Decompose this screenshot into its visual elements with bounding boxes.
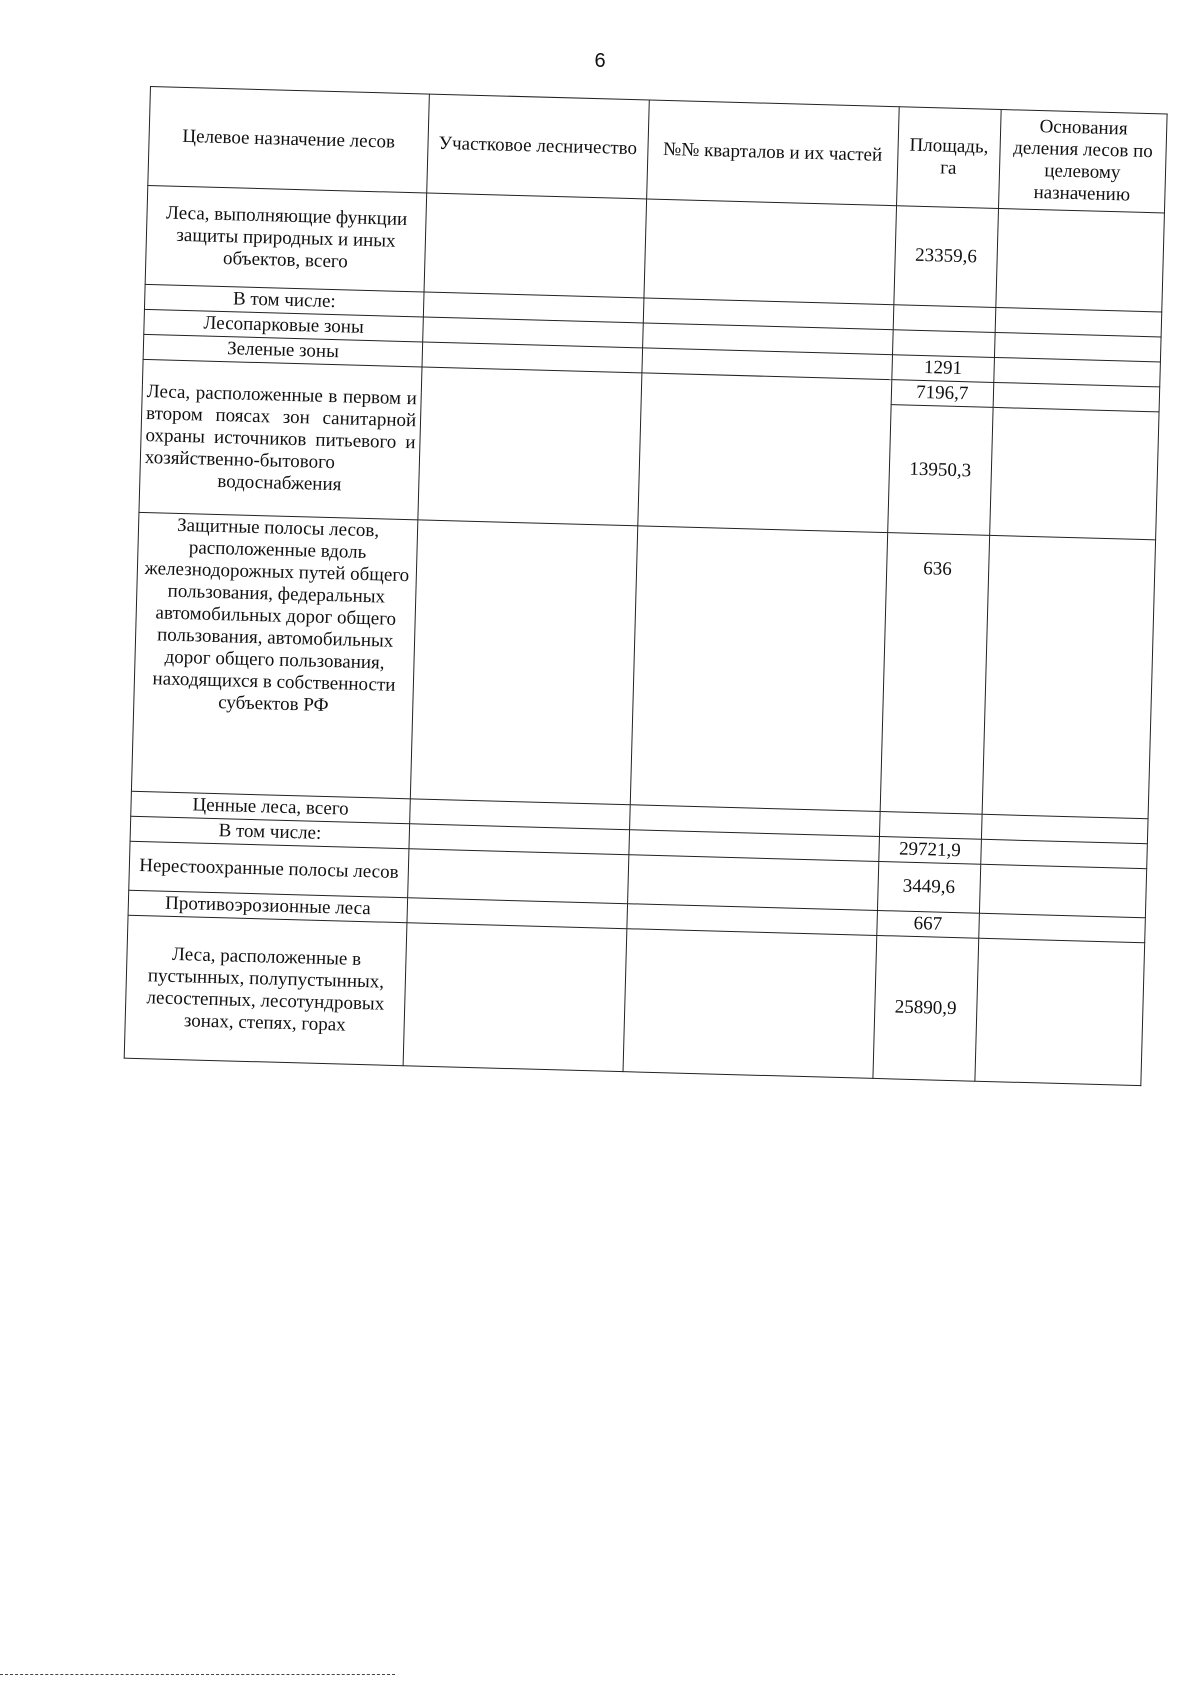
header-district: Участковое лесничество: [427, 94, 649, 199]
row-district-cell: [403, 923, 626, 1072]
row-area-cell: 3449,6: [877, 861, 980, 913]
row-district-cell: [408, 849, 629, 904]
row-area-cell: 636: [880, 533, 989, 815]
row-area-cell: 1291: [892, 355, 995, 383]
header-purpose: Целевое назначение лесов: [148, 87, 430, 194]
row-purpose-cell: Леса, выполняющие функции защиты природных и иных объектов, всего: [145, 185, 427, 292]
row-basis-cell: [975, 938, 1145, 1085]
forest-purpose-table: [124, 86, 1168, 1086]
row-purpose-cell: Леса, расположенные в пустынных, полупустынных, лесостепных, лесотундровых зонах, степях, горах: [124, 915, 407, 1065]
row-area-cell: [879, 812, 982, 840]
row-basis-cell: [989, 408, 1159, 540]
row-area-cell: 667: [877, 910, 980, 938]
row-district-cell: [410, 520, 637, 805]
header-basis: Основания деления лесов по целевому назначению: [998, 110, 1167, 213]
header-area: Площадь, га: [896, 107, 1001, 209]
row-purpose-cell: В том числе:: [130, 816, 410, 849]
row-purpose-cell: Леса, расположенные в первом и втором поясах зон санитарной охраны источников питьевого и хозяйственно-бытового водоснабжения: [139, 359, 422, 519]
row-area-cell: [892, 330, 995, 358]
row-quarters-cell: [630, 526, 888, 812]
row-quarters-cell: [623, 929, 877, 1079]
row-district-cell: [424, 193, 646, 298]
row-basis-cell: [982, 535, 1156, 818]
row-area-cell: 13950,3: [888, 405, 993, 536]
row-basis-cell: [979, 864, 1146, 917]
header-quarters: №№ кварталов и их частей: [646, 100, 899, 206]
table-row: [131, 512, 1155, 818]
table-row: [124, 915, 1144, 1085]
row-quarters-cell: [643, 199, 896, 305]
row-area-cell: 25890,9: [873, 935, 979, 1081]
footer-separator-line: [0, 1674, 395, 1675]
row-purpose-cell: Защитные полосы лесов, расположенные вдоль железнодорожных путей общего пользования, федеральных автомобильных дорог общего пользования, автомобильных дорог общего пользования, находящихся в собственности субъектов РФ: [131, 512, 418, 798]
row-purpose-cell: Ценные леса, всего: [131, 791, 411, 824]
row-basis-cell: [996, 208, 1165, 311]
page-number: 6: [594, 50, 606, 72]
row-quarters-cell: [637, 373, 891, 533]
row-area-cell: 29721,9: [879, 837, 982, 865]
row-purpose-cell: Лесопарковые зоны: [144, 309, 424, 342]
row-area-cell: 23359,6: [894, 206, 999, 308]
row-area-cell: 7196,7: [891, 380, 994, 408]
row-quarters-cell: [627, 855, 879, 911]
row-purpose-cell: Нерестоохранные полосы лесов: [129, 841, 409, 898]
forest-purpose-table-sheet: [124, 86, 1168, 1086]
row-district-cell: [418, 367, 641, 526]
row-area-cell: [893, 305, 996, 333]
row-purpose-cell: Противоэрозионные леса: [128, 890, 408, 923]
row-purpose-cell: Зеленые зоны: [143, 334, 423, 367]
row-purpose-cell: В том числе:: [144, 284, 424, 317]
